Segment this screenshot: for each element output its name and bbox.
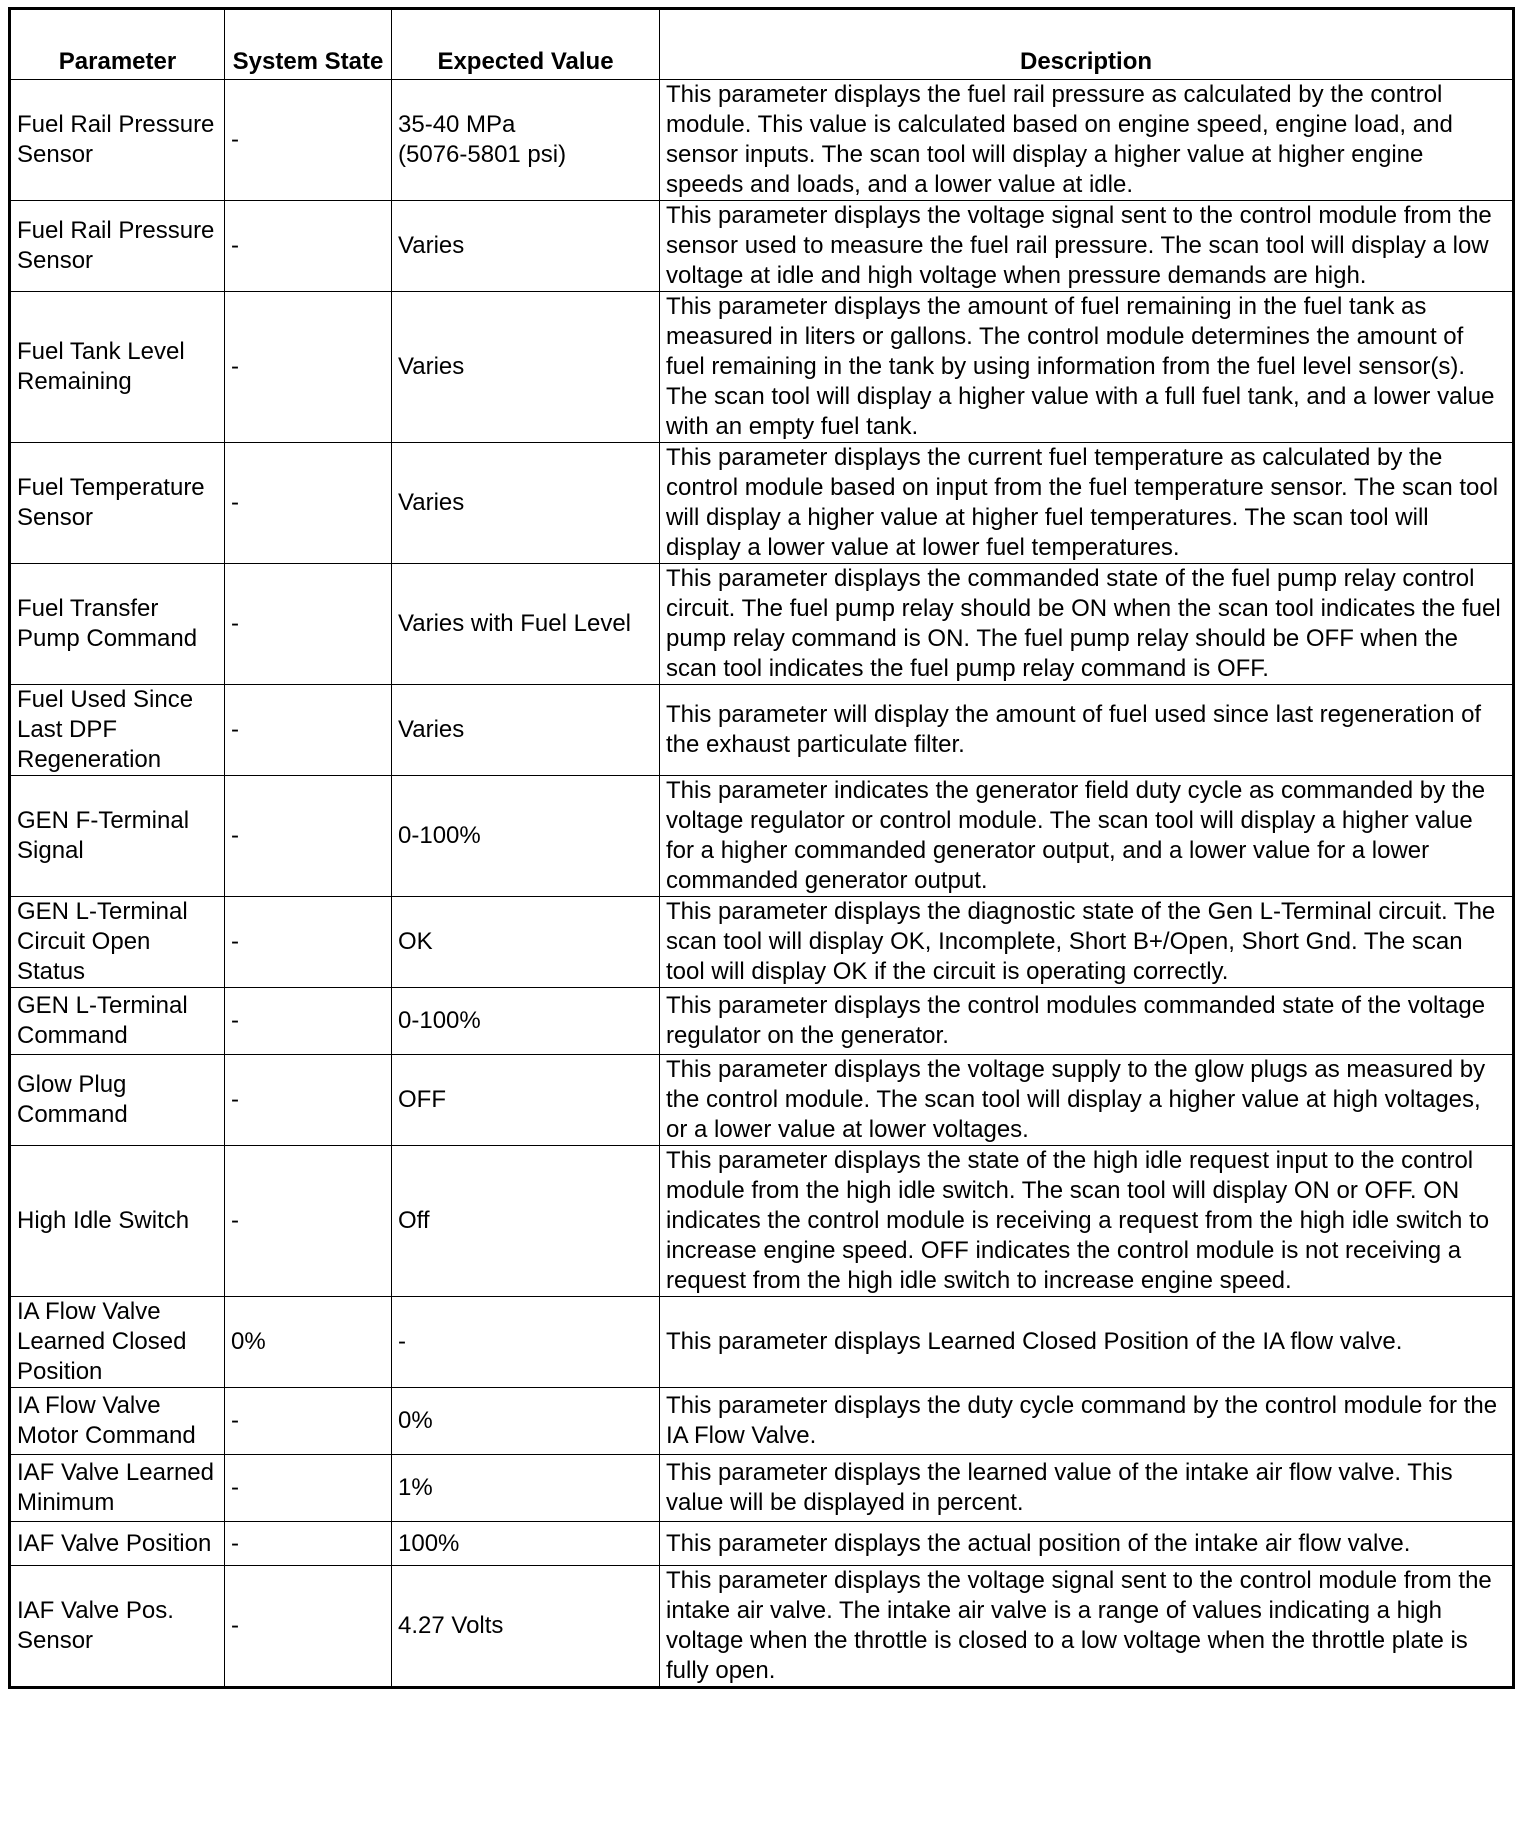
cell-parameter-text: IAF Valve Learned Minimum xyxy=(17,1459,215,1516)
cell-expected-value-text: 0% xyxy=(398,1407,433,1434)
cell-description xyxy=(660,1146,1514,1297)
cell-description-text: This parameter displays the diagnostic state of the Gen L-Terminal circuit. The scan tool will display OK, Incomplete, Short B+/Open, Short Gnd. The scan tool will display OK if the circuit is operating correctly. xyxy=(666,898,1496,985)
cell-parameter-text: Fuel Transfer Pump Command xyxy=(17,595,198,652)
cell-system-state-text: - xyxy=(231,126,239,153)
cell-system-state-text: - xyxy=(231,1407,239,1434)
cell-parameter-text: GEN L-Terminal Circuit Open Status xyxy=(17,898,188,985)
cell-expected-value xyxy=(392,776,660,897)
cell-description xyxy=(660,564,1514,685)
cell-system-state xyxy=(225,1566,392,1688)
cell-parameter xyxy=(10,1455,225,1522)
cell-description xyxy=(660,1297,1514,1388)
cell-description-text: This parameter displays the actual position of the intake air flow valve. xyxy=(666,1529,1411,1557)
cell-description-text: This parameter indicates the generator field duty cycle as commanded by the voltage regulator or control module. The scan tool will display a higher value for a higher commanded generator output, and a lower value for a lower commanded generator output. xyxy=(666,777,1486,894)
table-row xyxy=(10,1055,1514,1146)
cell-expected-value-text: 0-100% xyxy=(398,1007,481,1034)
cell-parameter xyxy=(10,292,225,443)
cell-description xyxy=(660,988,1514,1055)
cell-expected-value xyxy=(392,1455,660,1522)
cell-expected-value xyxy=(392,1146,660,1297)
cell-expected-value xyxy=(392,1566,660,1688)
cell-parameter xyxy=(10,1055,225,1146)
table-row xyxy=(10,292,1514,443)
cell-expected-value xyxy=(392,1055,660,1146)
cell-parameter-text: IAF Valve Pos. Sensor xyxy=(17,1597,174,1654)
cell-system-state-text: - xyxy=(231,822,239,849)
table-body xyxy=(10,80,1514,1688)
cell-system-state-text: - xyxy=(231,353,239,380)
cell-system-state-text: - xyxy=(231,1207,239,1234)
cell-system-state xyxy=(225,776,392,897)
cell-description-text: This parameter displays the learned value of the intake air flow valve. This value will be displayed in percent. xyxy=(666,1459,1453,1516)
cell-system-state xyxy=(225,988,392,1055)
table-row xyxy=(10,201,1514,292)
cell-system-state-text: - xyxy=(231,1086,239,1113)
cell-description-text: This parameter displays the commanded state of the fuel pump relay control circuit. The fuel pump relay should be ON when the scan tool indicates the fuel pump relay command is ON. The fuel pump relay should be OFF when the scan tool indicates the fuel pump relay command is OFF. xyxy=(666,565,1501,682)
table-row xyxy=(10,1146,1514,1297)
cell-parameter-text: Fuel Tank Level Remaining xyxy=(17,338,185,395)
cell-parameter xyxy=(10,776,225,897)
cell-expected-value-text: Varies with Fuel Level xyxy=(398,610,631,637)
cell-parameter xyxy=(10,1146,225,1297)
table-row xyxy=(10,443,1514,564)
cell-description xyxy=(660,685,1514,776)
cell-description-text: This parameter displays the voltage signal sent to the control module from the intake air valve. The intake air valve is a range of values indicating a high voltage when the throttle is closed to a low voltage when the throttle plate is fully open. xyxy=(666,1567,1492,1684)
header-row xyxy=(10,9,1514,80)
cell-expected-value xyxy=(392,897,660,988)
cell-system-state-text: - xyxy=(231,232,239,259)
table-row xyxy=(10,1522,1514,1566)
cell-system-state-text: - xyxy=(231,489,239,516)
cell-description-text: This parameter displays the current fuel temperature as calculated by the control module based on input from the fuel temperature sensor. The scan tool will display a higher value at higher fuel temperatures. The scan tool will display a lower value at lower fuel temperatures. xyxy=(666,444,1499,561)
cell-expected-value xyxy=(392,988,660,1055)
cell-expected-value-text: OFF xyxy=(398,1086,446,1113)
cell-system-state-text: - xyxy=(231,1612,239,1639)
cell-description-text: This parameter will display the amount of fuel used since last regeneration of the exhaust particulate filter. xyxy=(666,701,1482,758)
cell-description-text: This parameter displays the fuel rail pressure as calculated by the control module. This value is calculated based on engine speed, engine load, and sensor inputs. The scan tool will display a higher value at higher engine speeds and loads, and a lower value at idle. xyxy=(666,81,1453,198)
cell-system-state xyxy=(225,685,392,776)
cell-parameter xyxy=(10,443,225,564)
cell-expected-value-text: Off xyxy=(398,1207,430,1234)
cell-description xyxy=(660,776,1514,897)
cell-description-text: This parameter displays the duty cycle command by the control module for the IA Flow Valve. xyxy=(666,1392,1498,1449)
cell-description xyxy=(660,443,1514,564)
table-row xyxy=(10,80,1514,201)
cell-expected-value-text: 100% xyxy=(398,1529,460,1557)
cell-expected-value-text: 0-100% xyxy=(398,822,481,849)
cell-system-state-text: - xyxy=(231,1007,239,1034)
cell-description xyxy=(660,292,1514,443)
cell-expected-value xyxy=(392,80,660,201)
cell-parameter xyxy=(10,80,225,201)
cell-expected-value xyxy=(392,1388,660,1455)
cell-system-state xyxy=(225,564,392,685)
cell-system-state xyxy=(225,292,392,443)
cell-parameter-text: Fuel Temperature Sensor xyxy=(17,474,205,531)
cell-expected-value xyxy=(392,1522,660,1566)
cell-parameter xyxy=(10,201,225,292)
cell-system-state xyxy=(225,1146,392,1297)
cell-system-state-text: 0% xyxy=(231,1328,266,1355)
cell-system-state xyxy=(225,443,392,564)
cell-parameter xyxy=(10,1297,225,1388)
table-row xyxy=(10,897,1514,988)
cell-parameter xyxy=(10,1566,225,1688)
cell-system-state xyxy=(225,1055,392,1146)
cell-system-state-text: - xyxy=(231,1474,239,1501)
cell-description xyxy=(660,1055,1514,1146)
cell-description xyxy=(660,897,1514,988)
table-row xyxy=(10,988,1514,1055)
cell-parameter xyxy=(10,564,225,685)
cell-parameter-text: IA Flow Valve Learned Closed Position xyxy=(17,1298,187,1385)
cell-system-state xyxy=(225,1297,392,1388)
cell-system-state xyxy=(225,1455,392,1522)
cell-parameter-text: Fuel Rail Pressure Sensor xyxy=(17,111,215,168)
cell-description-text: This parameter displays the state of the high idle request input to the control module from the high idle switch. The scan tool will display ON or OFF. ON indicates the control module is receiving a request from the high idle switch to increase engine speed. OFF indicates the control module is not receiving a request from the high idle switch to increase engine speed. xyxy=(666,1147,1490,1294)
cell-parameter xyxy=(10,685,225,776)
cell-system-state xyxy=(225,897,392,988)
cell-system-state-text: - xyxy=(231,928,239,955)
cell-system-state xyxy=(225,1522,392,1566)
cell-system-state-text: - xyxy=(231,610,239,637)
cell-expected-value xyxy=(392,201,660,292)
parameter-table xyxy=(8,7,1515,1689)
cell-system-state-text: - xyxy=(231,1529,239,1557)
cell-system-state xyxy=(225,201,392,292)
cell-parameter xyxy=(10,1522,225,1566)
cell-description-text: This parameter displays the control modules commanded state of the voltage regulator on the generator. xyxy=(666,992,1486,1049)
header-parameter: Parameter xyxy=(10,9,225,80)
cell-expected-value-text: 4.27 Volts xyxy=(398,1612,504,1639)
cell-expected-value xyxy=(392,1297,660,1388)
cell-expected-value-text: Varies xyxy=(398,489,465,516)
cell-parameter xyxy=(10,897,225,988)
table-row xyxy=(10,1566,1514,1688)
table-row xyxy=(10,685,1514,776)
cell-parameter-text: Glow Plug Command xyxy=(17,1071,128,1128)
cell-expected-value-text: - xyxy=(398,1328,406,1355)
table-row xyxy=(10,564,1514,685)
cell-expected-value-text: 35-40 MPa (5076-5801 psi) xyxy=(398,111,567,168)
cell-description-text: This parameter displays the voltage supply to the glow plugs as measured by the control module. The scan tool will display a higher value at high voltages, or a lower value at lower voltages. xyxy=(666,1056,1486,1143)
cell-expected-value-text: OK xyxy=(398,928,433,955)
cell-parameter-text: GEN F-Terminal Signal xyxy=(17,807,190,864)
cell-expected-value xyxy=(392,564,660,685)
cell-expected-value-text: Varies xyxy=(398,353,465,380)
cell-expected-value-text: Varies xyxy=(398,232,465,259)
cell-parameter xyxy=(10,988,225,1055)
cell-description-text: This parameter displays the voltage signal sent to the control module from the sensor used to measure the fuel rail pressure. The scan tool will display a low voltage at idle and high voltage when pressure demands are high. xyxy=(666,202,1492,289)
cell-expected-value xyxy=(392,292,660,443)
cell-description-text: This parameter displays Learned Closed Position of the IA flow valve. xyxy=(666,1328,1403,1355)
cell-parameter-text: Fuel Rail Pressure Sensor xyxy=(17,217,215,274)
cell-system-state xyxy=(225,1388,392,1455)
cell-parameter-text: GEN L-Terminal Command xyxy=(17,992,188,1049)
cell-expected-value xyxy=(392,685,660,776)
cell-description xyxy=(660,1566,1514,1688)
table-row xyxy=(10,1297,1514,1388)
cell-expected-value-text: Varies xyxy=(398,716,465,743)
cell-expected-value xyxy=(392,443,660,564)
cell-description xyxy=(660,1522,1514,1566)
cell-parameter-text: High Idle Switch xyxy=(17,1207,190,1234)
cell-parameter-text: IAF Valve Position xyxy=(17,1529,212,1557)
cell-parameter xyxy=(10,1388,225,1455)
table-header xyxy=(10,9,1514,80)
header-expected-value: Expected Value xyxy=(392,9,660,80)
table-row xyxy=(10,1455,1514,1522)
cell-system-state xyxy=(225,80,392,201)
cell-description xyxy=(660,1455,1514,1522)
header-description: Description xyxy=(660,9,1514,80)
cell-parameter-text: IA Flow Valve Motor Command xyxy=(17,1392,196,1449)
cell-description xyxy=(660,201,1514,292)
table-row xyxy=(10,1388,1514,1455)
cell-description-text: This parameter displays the amount of fuel remaining in the fuel tank as measured in liters or gallons. The control module determines the amount of fuel remaining in the tank by using information from the fuel level sensor(s). The scan tool will display a higher value with a full fuel tank, and a lower value with an empty fuel tank. xyxy=(666,293,1495,440)
cell-parameter-text: Fuel Used Since Last DPF Regeneration xyxy=(17,686,194,773)
cell-expected-value-text: 1% xyxy=(398,1474,433,1501)
cell-system-state-text: - xyxy=(231,716,239,743)
header-system-state: System State xyxy=(225,9,392,80)
cell-description xyxy=(660,1388,1514,1455)
table-row xyxy=(10,776,1514,897)
cell-description xyxy=(660,80,1514,201)
